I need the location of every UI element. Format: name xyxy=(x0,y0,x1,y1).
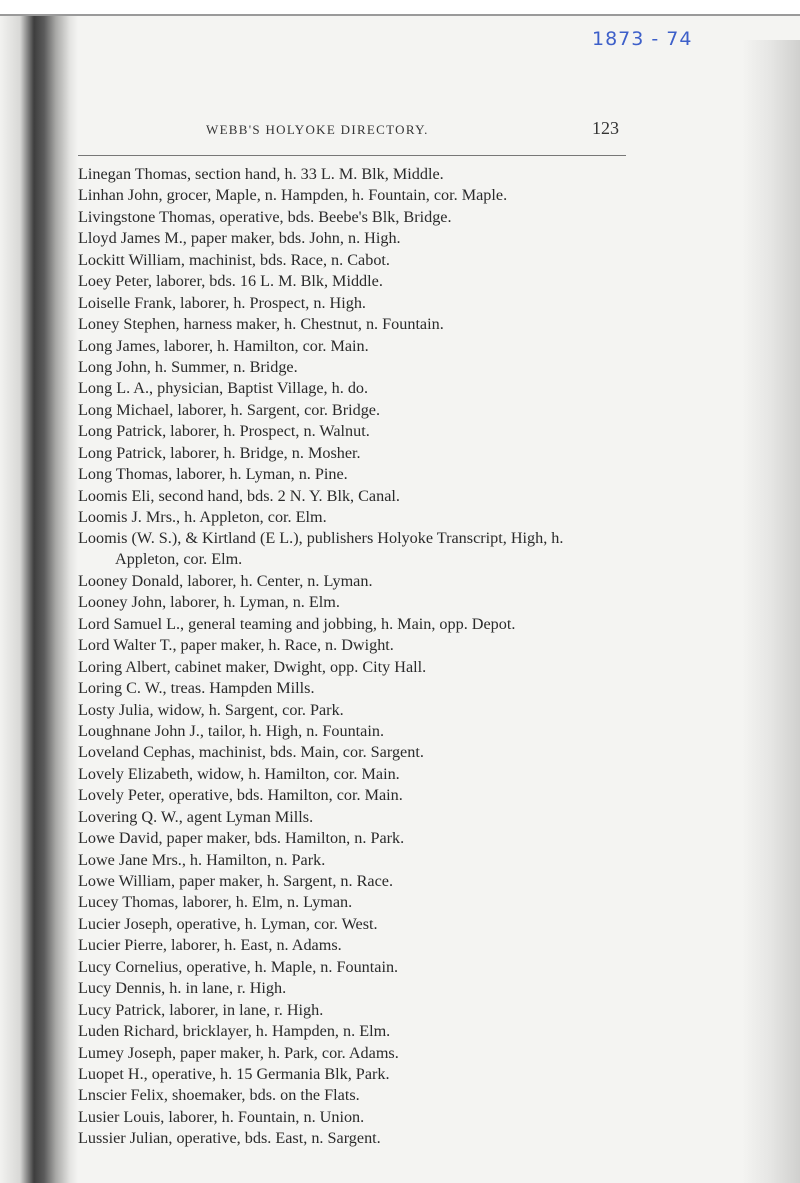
directory-entry: Loveland Cephas, machinist, bds. Main, cor. Sargent. xyxy=(78,743,424,762)
book-spine-shadow xyxy=(0,16,78,1183)
running-head: WEBB'S HOLYOKE DIRECTORY. xyxy=(206,122,429,137)
directory-entry: Lowe Jane Mrs., h. Hamilton, n. Park. xyxy=(78,850,326,869)
directory-entry: Long James, laborer, h. Hamilton, cor. Main. xyxy=(78,336,369,355)
directory-entry: Linegan Thomas, section hand, h. 33 L. M. Blk, Middle. xyxy=(78,165,444,183)
directory-entry: Looney John, laborer, h. Lyman, n. Elm. xyxy=(78,593,340,612)
directory-entry: Lovely Elizabeth, widow, h. Hamilton, cor. Main. xyxy=(78,764,400,783)
directory-entry: Lussier Julian, operative, bds. East, n. Sargent. xyxy=(78,1129,381,1148)
directory-entry: Lnscier Felix, shoemaker, bds. on the Flats. xyxy=(78,1086,360,1105)
directory-entry: Loring Albert, cabinet maker, Dwight, opp. City Hall. xyxy=(78,657,427,676)
page-right-edge xyxy=(742,40,800,1183)
directory-entry: Long Patrick, laborer, h. Prospect, n. Walnut. xyxy=(78,422,370,441)
directory-entry: Long Patrick, laborer, h. Bridge, n. Mosher. xyxy=(78,443,361,462)
directory-entry: Loomis (W. S.), & Kirtland (E L.), publishers Holyoke Transcript, High, h. Appleton, cor. Elm. xyxy=(78,529,564,569)
directory-entry: Lucier Joseph, operative, h. Lyman, cor. West. xyxy=(78,914,378,933)
header-rule xyxy=(78,155,626,156)
directory-entry: Lockitt William, machinist, bds. Race, n. Cabot. xyxy=(78,250,390,269)
directory-entry: Long John, h. Summer, n. Bridge. xyxy=(78,357,298,376)
scan-top-edge xyxy=(0,0,800,16)
directory-entry: Livingstone Thomas, operative, bds. Beebe's Blk, Bridge. xyxy=(78,207,452,226)
directory-entry: Lucy Cornelius, operative, h. Maple, n. Fountain. xyxy=(78,957,399,976)
directory-entry: Loomis Eli, second hand, bds. 2 N. Y. Blk, Canal. xyxy=(78,486,400,505)
directory-entry: Loey Peter, laborer, bds. 16 L. M. Blk, Middle. xyxy=(78,272,383,291)
directory-entry: Lucey Thomas, laborer, h. Elm, n. Lyman. xyxy=(78,893,353,912)
directory-entry: Lloyd James M., paper maker, bds. John, n. High. xyxy=(78,229,401,248)
directory-entry: Luopet H., operative, h. 15 Germania Blk, Park. xyxy=(78,1064,390,1083)
directory-entry: Looney Donald, laborer, h. Center, n. Lyman. xyxy=(78,571,373,590)
directory-entry: Loney Stephen, harness maker, h. Chestnut, n. Fountain. xyxy=(78,315,444,334)
directory-entry: Lucier Pierre, laborer, h. East, n. Adams. xyxy=(78,936,342,955)
handwritten-year-annotation: 1873 - 74 xyxy=(592,28,693,50)
directory-entry: Lovely Peter, operative, bds. Hamilton, cor. Main. xyxy=(78,786,403,805)
directory-entry: Luden Richard, bricklayer, h. Hampden, n. Elm. xyxy=(78,1022,391,1041)
directory-entry: Lucy Dennis, h. in lane, r. High. xyxy=(78,979,287,998)
page-number: 123 xyxy=(592,118,619,138)
directory-entry: Lovering Q. W., agent Lyman Mills. xyxy=(78,807,314,826)
directory-entry: Lord Walter T., paper maker, h. Race, n. Dwight. xyxy=(78,636,394,655)
directory-entry: Lowe William, paper maker, h. Sargent, n. Race. xyxy=(78,872,394,890)
directory-entry: Linhan John, grocer, Maple, n. Hampden, h. Fountain, cor. Maple. xyxy=(78,186,508,205)
directory-entry: Loring C. W., treas. Hampden Mills. xyxy=(78,679,315,698)
directory-entry: Long Michael, laborer, h. Sargent, cor. Bridge. xyxy=(78,400,381,419)
directory-entry: Lumey Joseph, paper maker, h. Park, cor. Adams. xyxy=(78,1043,399,1062)
directory-entry: Loughnane John J., tailor, h. High, n. Fountain. xyxy=(78,721,384,740)
directory-entry: Long L. A., physician, Baptist Village, h. do. xyxy=(78,379,369,398)
directory-entry: Long Thomas, laborer, h. Lyman, n. Pine. xyxy=(78,465,348,484)
directory-entry: Lowe David, paper maker, bds. Hamilton, n. Park. xyxy=(78,829,405,848)
directory-entry: Loomis J. Mrs., h. Appleton, cor. Elm. xyxy=(78,508,327,526)
directory-entry: Losty Julia, widow, h. Sargent, cor. Park. xyxy=(78,700,344,719)
directory-entry: Loiselle Frank, laborer, h. Prospect, n. High. xyxy=(78,293,366,312)
directory-entries xyxy=(78,164,630,1150)
directory-entry: Lucy Patrick, laborer, in lane, r. High. xyxy=(78,1000,324,1019)
directory-entry: Lusier Louis, laborer, h. Fountain, n. Union. xyxy=(78,1107,365,1126)
directory-entry: Lord Samuel L., general teaming and jobbing, h. Main, opp. Depot. xyxy=(78,614,516,633)
